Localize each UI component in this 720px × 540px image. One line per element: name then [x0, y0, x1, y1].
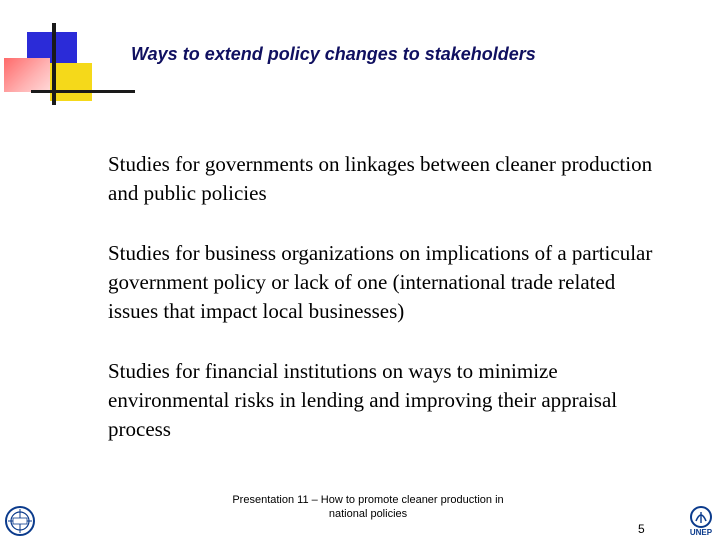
unep-emblem-icon [684, 506, 718, 528]
slide-footer [200, 493, 536, 521]
footer-line-2: national policies [328, 508, 408, 520]
decoration-yellow-square [50, 63, 92, 101]
unep-logo-text: UNEP [689, 528, 713, 537]
bullet-list [108, 150, 668, 475]
bullet-item: Studies for financial institutions on ways to minimize environmental risks in lending and improving their appraisal process [108, 359, 618, 441]
page-number: 5 [638, 522, 645, 536]
bullet-item: Studies for governments on linkages between cleaner production and public policies [108, 152, 653, 205]
slide-title: Ways to extend policy changes to stakeholders [131, 44, 536, 64]
unep-logo [684, 506, 718, 538]
bullet-item: Studies for business organizations on implications of a particular government policy or lack of one (international trade related issues that impact local businesses) [108, 241, 653, 323]
decoration-horizontal-line [31, 90, 135, 93]
footer-line-1: Presentation 11 – How to promote cleaner production in [232, 494, 504, 506]
decoration-red-square [4, 58, 50, 92]
unido-logo-icon [4, 505, 36, 537]
